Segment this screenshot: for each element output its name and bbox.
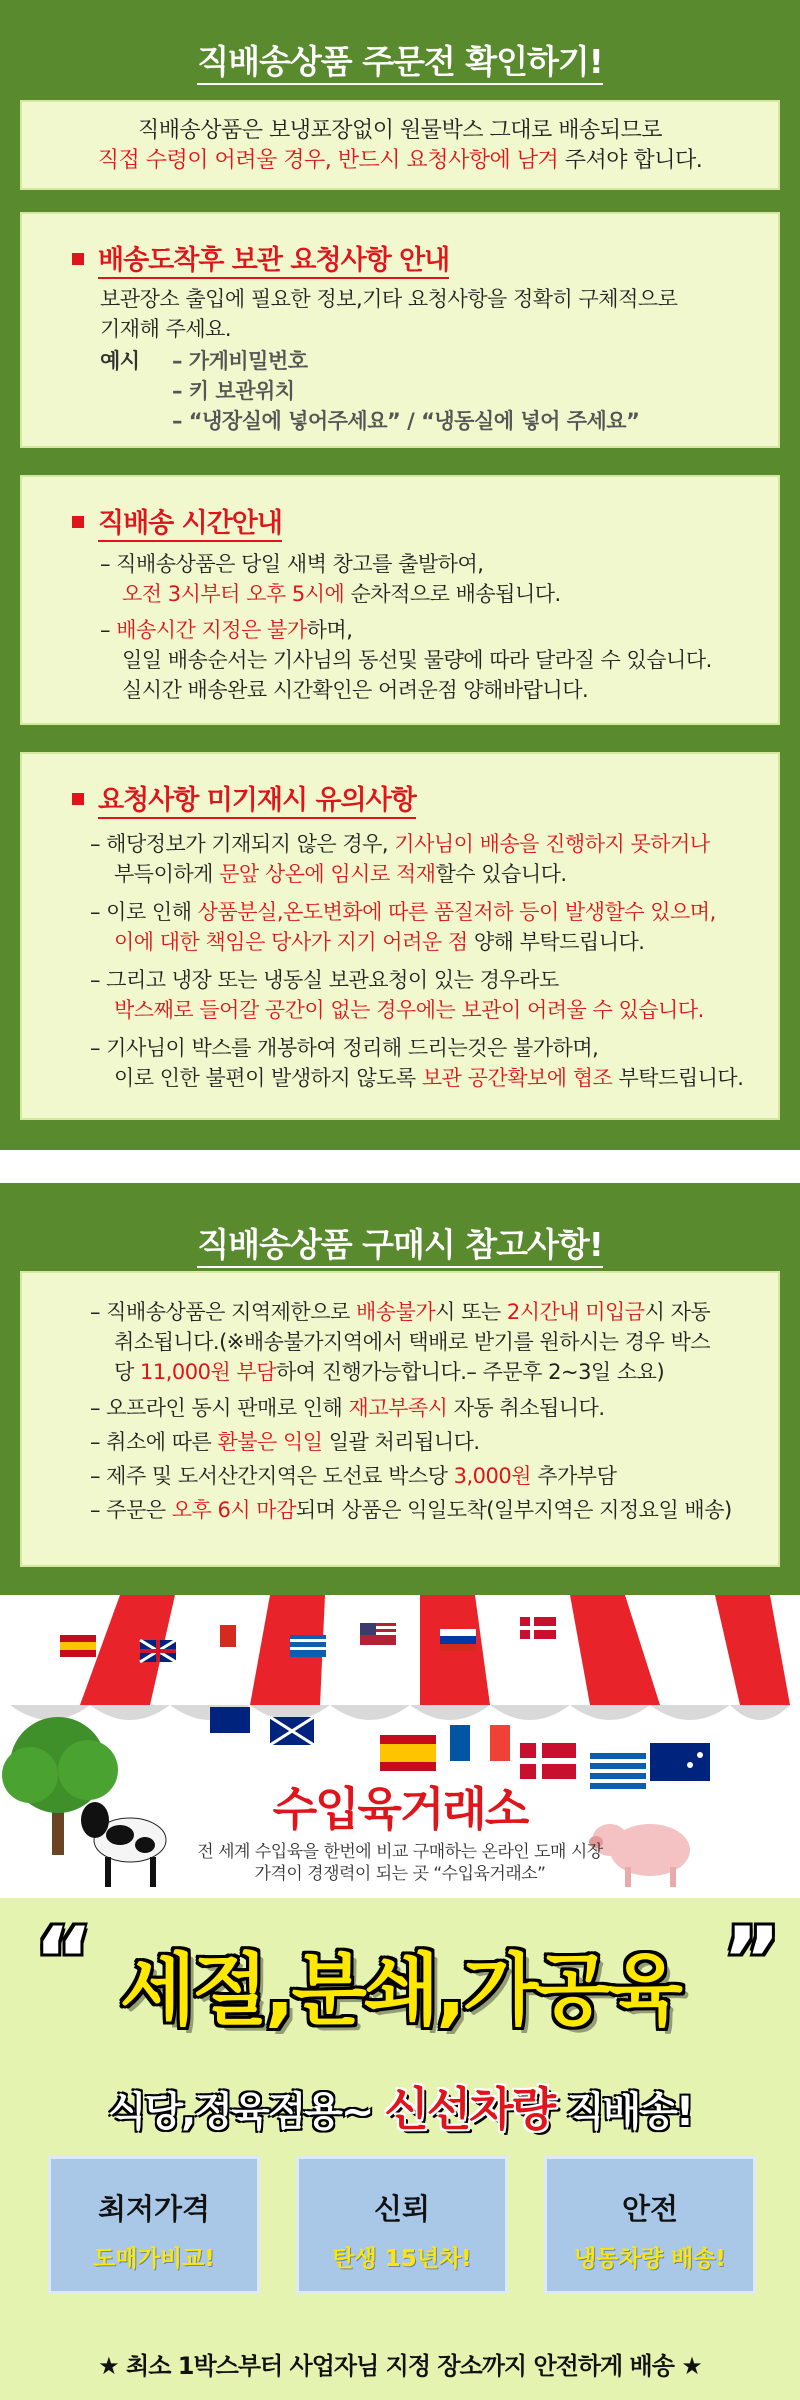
promo-section xyxy=(0,1898,800,2400)
caution-line: 이로 인한 불편이 발생하지 않도록 보관 공간확보에 협조 부탁드립니다. xyxy=(114,1066,744,1090)
delivery-line-2: 오전 3시부터 오후 5시에 순차적으로 배송됩니다. xyxy=(122,582,561,606)
panel2-title: 직배송상품 구매시 참고사항! xyxy=(0,1219,800,1266)
note-line: – 오프라인 동시 판매로 인해 재고부족시 자동 취소됩니다. xyxy=(90,1396,605,1420)
caution-line: – 이로 인해 상품분실,온도변화에 따른 품질저하 등이 발생할수 있으며, xyxy=(90,900,716,924)
missing-request-heading: 요청사항 미기재시 유의사항 xyxy=(72,778,416,817)
purchase-notes-panel xyxy=(0,1183,800,1595)
example-item: – 키 보관위치 xyxy=(172,379,295,403)
panel1-title: 직배송상품 주문전 확인하기! xyxy=(0,36,800,83)
delivery-time-heading: 직배송 시간안내 xyxy=(72,501,282,540)
brand-tagline-1: 전 세계 수입육을 한번에 비교 구매하는 온라인 도매 시장 xyxy=(197,1842,603,1862)
brand-banner xyxy=(0,1595,800,1898)
feature-title: 안전 xyxy=(621,2192,679,2226)
caution-line: 부득이하게 문앞 상온에 임시로 적재할수 있습니다. xyxy=(114,862,567,886)
caution-line: – 그리고 냉장 또는 냉동실 보관요청이 있는 경우라도 xyxy=(90,968,559,992)
purchase-notes-card xyxy=(20,1271,780,1567)
note-line: – 취소에 따른 환불은 익일 일괄 처리됩니다. xyxy=(90,1430,480,1454)
example-label: 예시 xyxy=(100,349,140,373)
delivery-line-4: 일일 배송순서는 기사님의 동선및 물량에 따라 달라질 수 있습니다. xyxy=(122,648,712,672)
feature-subtitle: 탄생 15년차! xyxy=(332,2246,472,2272)
caution-line: – 해당정보가 기재되지 않은 경우, 기사님이 배송을 진행하지 못하거나 xyxy=(90,832,710,856)
feature-box-safety xyxy=(544,2156,756,2294)
feature-box-trust xyxy=(296,2156,508,2294)
brand-tagline-2: 가격이 경쟁력이 되는 곳 “수입육거래소” xyxy=(254,1864,546,1884)
note-line: – 제주 및 도서산간지역은 도선료 박스당 3,000원 추가부담 xyxy=(90,1464,617,1488)
storage-body-1: 보관장소 출입에 필요한 정보,기타 요청사항을 정확히 구체적으로 xyxy=(100,287,678,311)
feature-subtitle: 냉동차량 배송! xyxy=(574,2246,726,2272)
example-item: – 가게비밀번호 xyxy=(172,349,308,373)
intro-card xyxy=(20,100,780,190)
bullet-square-icon xyxy=(72,793,84,805)
promo-subheadline: 식당,정육점용~ 신선차량 직배송! xyxy=(107,2082,693,2136)
feature-box-price xyxy=(48,2156,260,2294)
note-line: – 직배송상품은 지역제한으로 배송불가시 또는 2시간내 미입금시 자동 xyxy=(90,1300,711,1324)
intro-line-1: 직배송상품은 보냉포장없이 원물박스 그대로 배송되므로 xyxy=(137,118,663,143)
note-line: – 주문은 오후 6시 마감되며 상품은 익일도착(일부지역은 지정요일 배송) xyxy=(90,1498,732,1522)
promo-footer: ★ 최소 1박스부터 사업자님 지정 장소까지 안전하게 배송 ★ xyxy=(98,2352,702,2380)
promo-headline: 세절,분쇄,가공육 xyxy=(120,1946,680,2036)
quote-open: “ xyxy=(34,1908,94,2013)
bullet-square-icon xyxy=(72,516,84,528)
brand-logo-text: 수입육거래소 xyxy=(272,1782,528,1836)
delivery-line-1: – 직배송상품은 당일 새벽 창고를 출발하여, xyxy=(100,552,484,576)
storage-body-2: 기재해 주세요. xyxy=(100,317,232,341)
note-line: 취소됩니다.(※배송불가지역에서 택배로 받기를 원하시는 경우 박스 xyxy=(114,1330,711,1354)
feature-title: 최저가격 xyxy=(97,2192,211,2226)
delivery-line-5: 실시간 배송완료 시간확인은 어려운점 양해바랍니다. xyxy=(122,678,589,702)
order-notice-panel xyxy=(0,0,800,1150)
feature-title: 신뢰 xyxy=(373,2192,431,2226)
caution-line: 이에 대한 책임은 당사가 지기 어려운 점 양해 부탁드립니다. xyxy=(114,930,645,954)
feature-subtitle: 도매가비교! xyxy=(93,2246,215,2272)
storage-request-heading: 배송도착후 보관 요청사항 안내 xyxy=(72,238,449,277)
caution-line: – 기사님이 박스를 개봉하여 정리해 드리는것은 불가하며, xyxy=(90,1036,599,1060)
bullet-square-icon xyxy=(72,253,84,265)
example-item: – “냉장실에 넣어주세요” / “냉동실에 넣어 주세요” xyxy=(172,409,640,433)
quote-close: ” xyxy=(722,1908,782,2013)
delivery-time-card xyxy=(20,475,780,725)
star-icon: ★ xyxy=(98,2352,119,2380)
note-line: 당 11,000원 부담하여 진행가능합니다.– 주문후 2~3일 소요) xyxy=(114,1360,665,1384)
missing-request-card xyxy=(20,752,780,1120)
storage-request-card xyxy=(20,212,780,448)
awning-stripes xyxy=(10,1595,790,1720)
delivery-line-3: – 배송시간 지정은 불가하며, xyxy=(100,618,353,642)
intro-line-2: 직접 수령이 어려울 경우, 반드시 요청사항에 남겨 주셔야 합니다. xyxy=(97,148,703,173)
caution-line: 박스째로 들어갈 공간이 없는 경우에는 보관이 어려울 수 있습니다. xyxy=(114,998,704,1022)
star-icon: ★ xyxy=(681,2352,702,2380)
